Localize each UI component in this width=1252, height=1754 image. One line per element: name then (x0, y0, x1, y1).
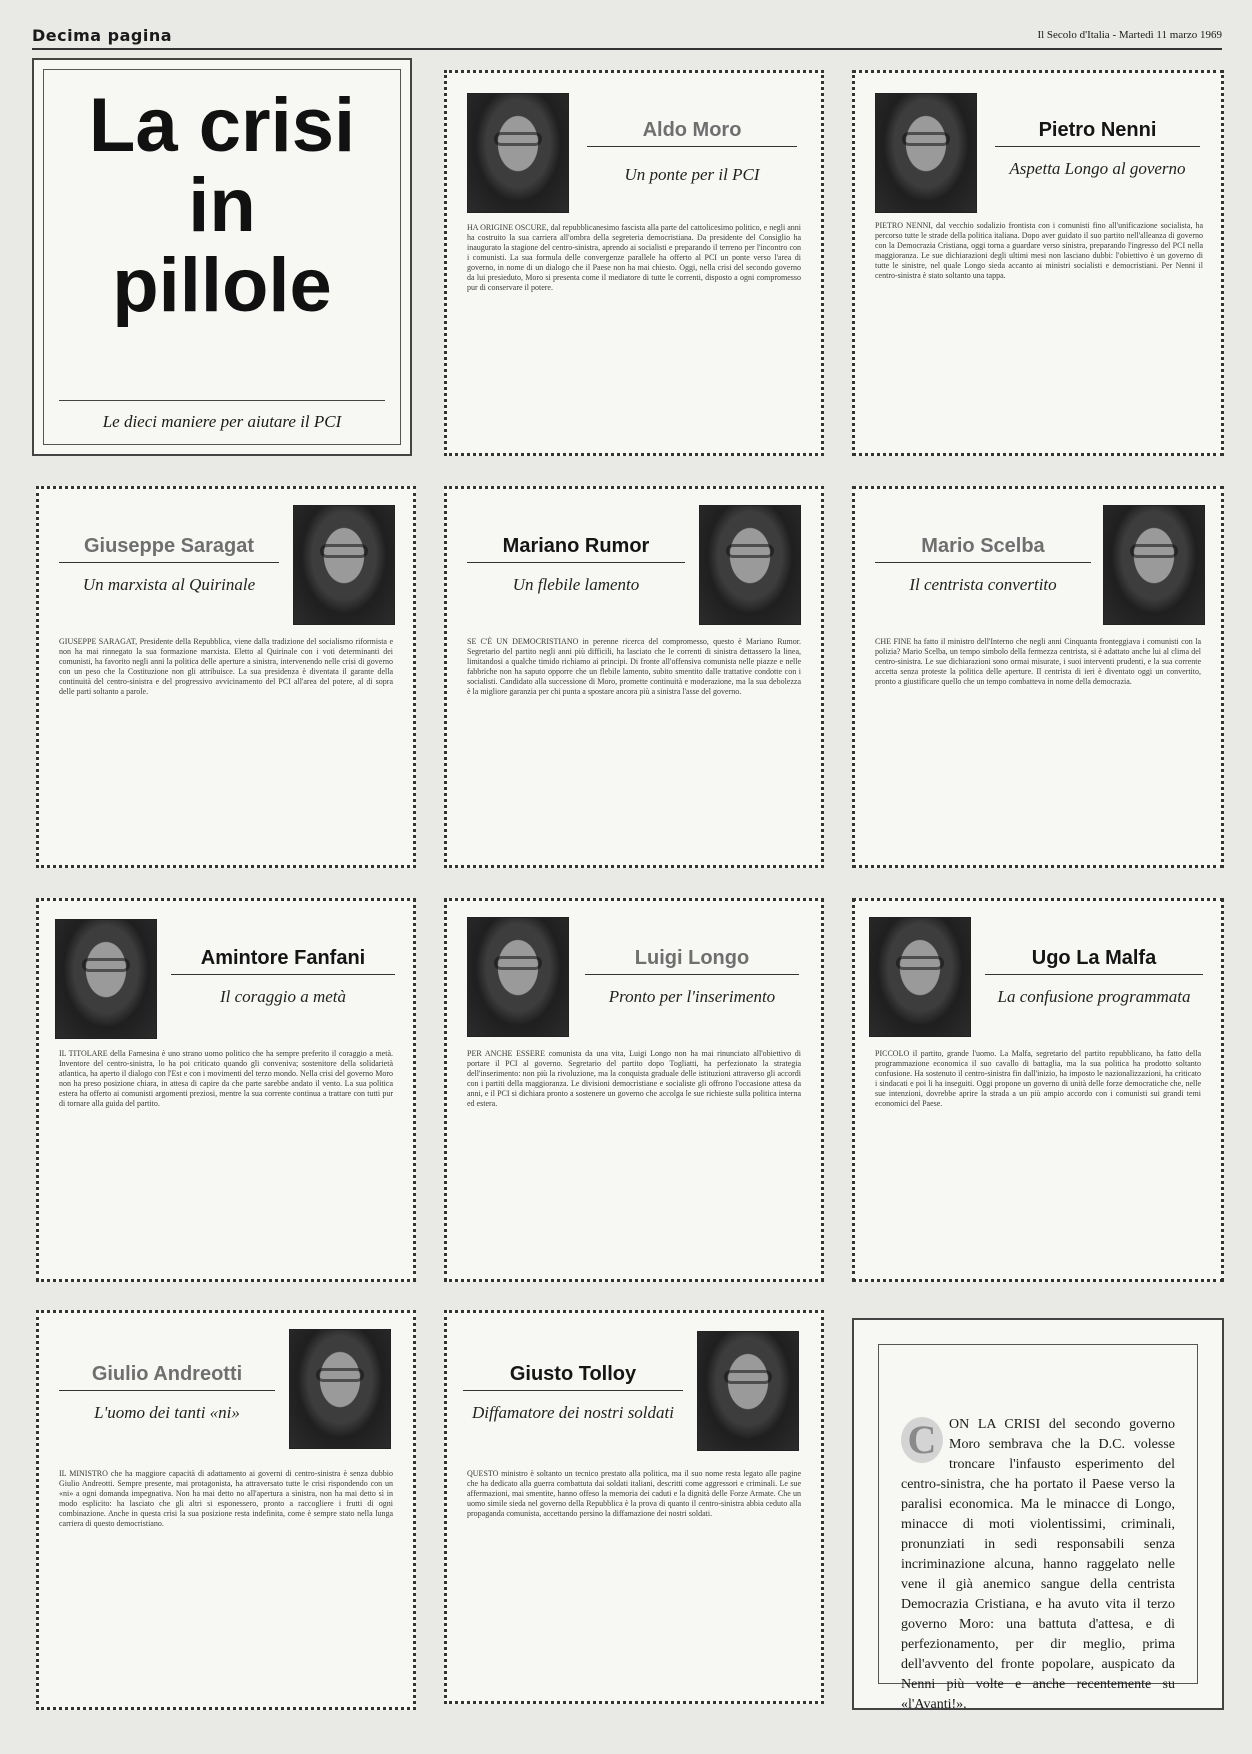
page-header (32, 26, 1222, 50)
portrait-photo (467, 917, 569, 1037)
closing-text: ON LA CRISI del secondo governo Moro sembrava che la D.C. volesse troncare l'infausto esperimento del centro-sinistra, che ha portato il Paese verso la paralisi economica. Ma le minacce di Longo, minacce di moti violentissimi, criminali, pronunziati in sedi responsabili senza incriminazione alcuna, hanno raggelato nelle vene il già anemico sangue della centrista Democrazia Cristiana, e ha avuto vita il terzo governo Moro: una battuta d'attesa, e di perfezionamento, per dir meglio, prima dell'avvento del fronte popolare, auspicato da Nenni più volte e anche recentemente su «l'Avanti!». (901, 1417, 1175, 1712)
portrait-photo (869, 917, 971, 1037)
profile-card-saragat (36, 486, 416, 868)
profile-name: Luigi Longo (585, 947, 799, 975)
profile-name: Mario Scelba (875, 535, 1091, 563)
headline-line-2: in (188, 162, 256, 248)
profile-subtitle: Pronto per l'inserimento (608, 987, 776, 1006)
profile-subtitle: Il centrista convertito (909, 575, 1057, 594)
profile-name: Ugo La Malfa (985, 947, 1203, 975)
profile-subtitle: Diffamatore dei nostri soldati (472, 1403, 674, 1422)
profile-body: QUESTO ministro è soltanto un tecnico prestato alla politica, ma il suo nome resta legato alle pagine che ha dedicato alla guerra combattuta dai soldati italiani, descritti come aggressori e criminali. Le sue affermazioni, mai smentite, hanno offeso la memoria dei caduti e la dignità delle Forze Armate. Che un uomo simile sieda nel governo della Repubblica è la prova di quanto il centro-sinistra abbia ceduto alla propaganda comunista, accettando persino la diffamazione dei nostri soldati. (467, 1469, 801, 1518)
profile-body: SE C'È UN DEMOCRISTIANO in perenne ricerca del compromesso, questo è Mariano Rumor. Segretario del partito negli anni più difficili, ha lasciato che le correnti di sinistra dettassero la linea, limitandosi a qualche timido richiamo ai principi. Di fronte all'offensiva comunista nelle piazze e nelle fabbriche non ha saputo opporre che un flebile lamento, subito smentito dalle trattative condotte con i socialisti. Candidato alla successione di Moro, promette continuità e moderazione, ma la sua debolezza è la migliore garanzia per chi punta a spostare ancora più a sinistra l'asse del governo. (467, 637, 801, 696)
portrait-photo (55, 919, 157, 1039)
headline-line-1: La crisi (88, 83, 356, 168)
profile-name: Giulio Andreotti (59, 1363, 275, 1391)
profile-subtitle: Il coraggio a metà (219, 987, 347, 1006)
profile-name: Giusto Tolloy (463, 1363, 683, 1391)
profile-card-nenni (852, 70, 1224, 456)
portrait-photo (293, 505, 395, 625)
profile-subtitle: Un ponte per il PCI (624, 165, 760, 184)
profile-card-scelba (852, 486, 1224, 868)
profile-name: Aldo Moro (587, 119, 797, 147)
closing-dropcap: C (901, 1417, 943, 1463)
profile-body: PER ANCHE ESSERE comunista da una vita, Luigi Longo non ha mai rinunciato all'obiettivo di portare il PCI al governo. Segretario del partito dopo Togliatti, ha perfezionato la strategia dell'inserimento: non più la rivoluzione, ma la conquista graduale delle istituzioni attraverso gli accordi con i partiti della maggioranza. Le divisioni democristiane e socialiste gli offrono l'occasione attesa da anni, e il PCI si dichiara pronto a sostenere un governo che accolga le sue richieste sulla politica interna ed estera. (467, 1049, 801, 1108)
profile-name: Mariano Rumor (467, 535, 685, 563)
portrait-photo (697, 1331, 799, 1451)
profile-subtitle: La confusione programmata (997, 987, 1191, 1006)
profile-subtitle: L'uomo dei tanti «ni» (94, 1403, 240, 1422)
profile-name: Amintore Fanfani (171, 947, 395, 975)
intro-box (32, 58, 412, 456)
portrait-photo (1103, 505, 1205, 625)
portrait-photo (467, 93, 569, 213)
profile-body: PICCOLO il partito, grande l'uomo. La Malfa, segretario del partito repubblicano, ha fatto della programmazione economica il suo cavallo di battaglia, ma la sua politica ha prodotto soltanto confusione. Ha sostenuto il centro-sinistra fin dall'inizio, ha imposto le nazionalizzazioni, ha criticato i sindacati e poi li ha inseguiti. Oggi propone un governo di unità delle forze democratiche che, nelle sue intenzioni, dovrebbe aprire la strada a un più ampio accordo con i comunisti sui grandi temi economici del Paese. (875, 1049, 1201, 1108)
closing-editorial (901, 1415, 1175, 1715)
profile-card-fanfani (36, 898, 416, 1282)
profile-name: Giuseppe Saragat (59, 535, 279, 563)
profile-body: HA ORIGINE OSCURE, dal repubblicanesimo fascista alla parte del cattolicesimo politico, e negli anni ha costruito la sua carriera all'ombra della segreteria democristiana. Da presidente del Consiglio ha inaugurato la stagione del centro-sinistra, aprendo ai socialisti e preparando il terreno per l'incontro con i comunisti. La sua formula delle convergenze parallele ha offerto al PCI un ponte verso l'area di governo, in nome di un dialogo che il Paese non ha mai chiesto. Oggi, nella crisi del secondo governo da lui presieduto, Moro si presenta come il mediatore di tutte le correnti, disposto a ogni compromesso pur di conservare il potere. (467, 223, 801, 292)
profile-card-moro (444, 70, 824, 456)
profile-card-rumor (444, 486, 824, 868)
section-label: Decima pagina (32, 26, 173, 45)
headline-tagline: Le dieci maniere per aiutare il PCI (102, 412, 342, 431)
portrait-photo (875, 93, 977, 213)
profile-card-la-malfa (852, 898, 1224, 1282)
portrait-photo (289, 1329, 391, 1449)
profile-subtitle: Un marxista al Quirinale (82, 575, 256, 594)
profile-subtitle: Un flebile lamento (512, 575, 640, 594)
profile-card-andreotti (36, 1310, 416, 1710)
profile-body: IL MINISTRO che ha maggiore capacità di adattamento ai governi di centro-sinistra è senza dubbio Giulio Andreotti. Sempre presente, mai protagonista, ha attraversato tutte le crisi rispondendo con un «ni» a ogni domanda impegnativa. Non ha mai detto no all'apertura a sinistra, non ha mai detto sì in modo esplicito: ha lasciato che gli altri si esponessero, pronto a raccogliere i frutti di ogni combinazione. Anche in questa crisi la sua posizione resta indefinita, come è sempre stato nella lunga carriera di questo democristiano. (59, 1469, 393, 1528)
profile-name: Pietro Nenni (995, 119, 1200, 147)
profile-card-longo (444, 898, 824, 1282)
profile-body: PIETRO NENNI, dal vecchio sodalizio frontista con i comunisti fino all'unificazione socialista, ha percorso tutte le strade della politica italiana. Dopo aver guidato il suo partito nell'alleanza di governo con la Democrazia Cristiana, oggi torna a guardare verso sinistra, preparando l'ingresso del PCI nella maggioranza. Le sue dichiarazioni degli ultimi mesi non lasciano dubbi: l'obiettivo è un governo di tutte le sinistre, nel quale Longo sieda accanto ai ministri socialisti e democristiani. Per Nenni il centro-sinistra è stato soltanto una tappa. (875, 221, 1203, 280)
profile-body: CHE FINE ha fatto il ministro dell'Interno che negli anni Cinquanta fronteggiava i comunisti con la polizia? Mario Scelba, un tempo simbolo della fermezza centrista, si è adattato anche lui al clima del centro-sinistra. Le sue dichiarazioni sono ormai misurate, i suoi interventi prudenti, e la sua corrente accetta senza proteste la politica delle aperture. Il centrista di ieri è diventato oggi un convertito, pronto a giustificare quello che un tempo combatteva in nome della democrazia. (875, 637, 1201, 686)
portrait-photo (699, 505, 801, 625)
paper-date: Il Secolo d'Italia - Martedì 11 marzo 1969 (1037, 29, 1222, 41)
profile-card-tolloy (444, 1310, 824, 1704)
tagline-rule (59, 400, 385, 401)
headline-line-3: pillole (112, 242, 332, 328)
closing-frame (878, 1344, 1198, 1712)
closing-editorial-box (852, 1318, 1224, 1710)
profile-subtitle: Aspetta Longo al governo (1009, 159, 1186, 178)
intro-frame (43, 69, 401, 445)
profile-body: IL TITOLARE della Farnesina è uno strano uomo politico che ha sempre preferito il coraggio a metà. Inventore del centro-sinistra, lo ha poi criticato quando gli conveniva; sostenitore della solidarietà atlantica, ha aperto il dialogo con l'Est e con i movimenti del terzo mondo. Nella crisi del governo Moro non ha preso posizione chiara, in attesa di capire da che parte sarebbe andato il vento. La sua politica estera ha offerto ai comunisti argomenti preziosi, mentre la sua corrente continua a trattare con tutti pur di tornare alla guida del partito. (59, 1049, 393, 1108)
profile-body: GIUSEPPE SARAGAT, Presidente della Repubblica, viene dalla tradizione del socialismo riformista e non ha mai rinnegato la sua formazione marxista. Eletto al Quirinale con i voti determinanti dei comunisti, ha favorito negli anni la politica delle aperture a sinistra, intervenendo nelle crisi di governo con un peso che la Costituzione non gli attribuisce. La sua presidenza è diventata il garante della continuità del centro-sinistra e del progressivo avvicinamento del PCI all'area del potere, al di sopra delle parti soltanto a parole. (59, 637, 393, 696)
